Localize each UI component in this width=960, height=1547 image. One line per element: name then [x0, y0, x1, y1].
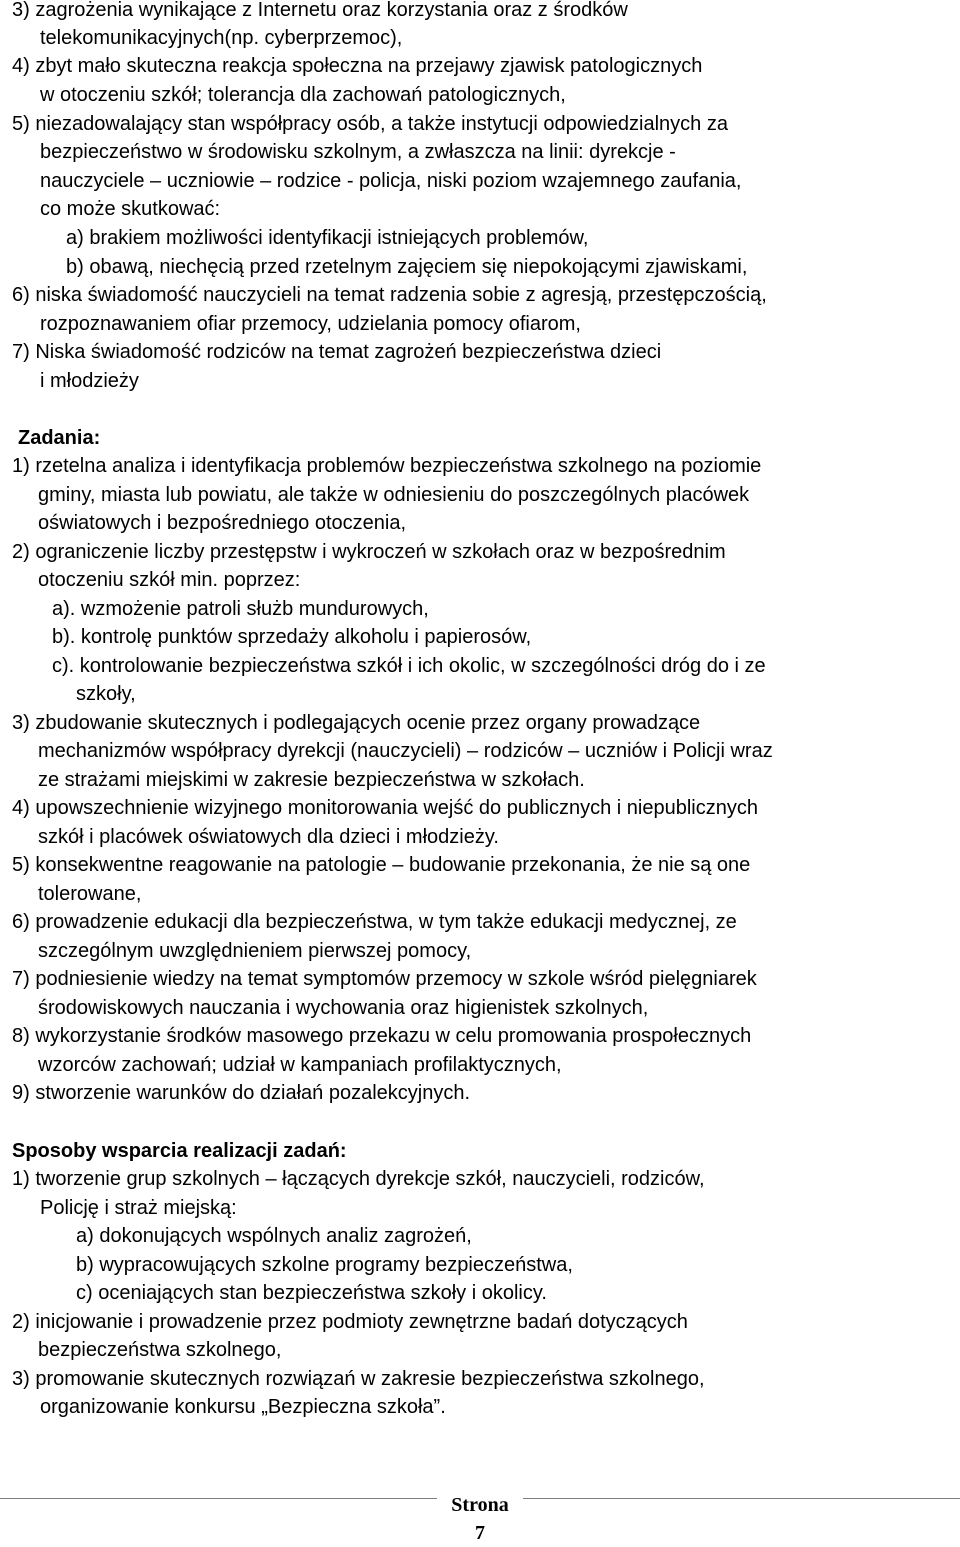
intro-item-3-line-1: 3) zagrożenia wynikające z Internetu oraz korzystania oraz z środków [12, 0, 628, 21]
intro-item-5-line-1: 5) niezadowalający stan współpracy osób, a także instytucji odpowiedzialnych za [12, 113, 728, 135]
zadania-item-7-line-2: środowiskowych nauczania i wychowania oraz higienistek szkolnych, [38, 997, 649, 1019]
sposoby-item-2-line-2: bezpieczeństwa szkolnego, [38, 1339, 282, 1361]
intro-item-4-line-1: 4) zbyt mało skuteczna reakcja społeczna na przejawy zjawisk patologicznych [12, 55, 703, 77]
intro-item-4-line-2: w otoczeniu szkół; tolerancja dla zachowań patologicznych, [40, 84, 566, 106]
footer-page-number: 7 [475, 1522, 485, 1544]
footer-label-text: Strona [437, 1494, 522, 1516]
sposoby-item-1-line-2: Policję i straż miejską: [40, 1197, 237, 1219]
zadania-item-5-line-1: 5) konsekwentne reagowanie na patologie – budowanie przekonania, że nie są one [12, 854, 751, 876]
zadania-item-4-line-1: 4) upowszechnienie wizyjnego monitorowania wejść do publicznych i niepublicznych [12, 797, 758, 819]
sposoby-item-3-line-1: 3) promowanie skutecznych rozwiązań w zakresie bezpieczeństwa szkolnego, [12, 1368, 705, 1390]
zadania-item-9: 9) stworzenie warunków do działań pozalekcyjnych. [12, 1082, 471, 1104]
zadania-item-6-line-1: 6) prowadzenie edukacji dla bezpieczeństwa, w tym także edukacji medycznej, ze [12, 911, 737, 933]
zadania-item-3-line-1: 3) zbudowanie skutecznych i podlegających ocenie przez organy prowadzące [12, 712, 701, 734]
zadania-item-5-line-2: tolerowane, [38, 883, 142, 905]
zadania-subitem-b: b). kontrolę punktów sprzedaży alkoholu i papierosów, [52, 626, 532, 648]
zadania-subitem-c-line-2: szkoły, [76, 683, 136, 705]
footer-page-label [0, 1491, 960, 1519]
intro-item-5-line-3: nauczyciele – uczniowie – rodzice - policja, niski poziom wzajemnego zaufania, [40, 170, 742, 192]
intro-item-6-line-2: rozpoznawaniem ofiar przemocy, udzielania pomocy ofiarom, [40, 313, 581, 335]
sposoby-item-2-line-1: 2) inicjowanie i prowadzenie przez podmioty zewnętrzne badań dotyczących [12, 1311, 688, 1333]
zadania-item-8-line-1: 8) wykorzystanie środków masowego przekazu w celu promowania prospołecznych [12, 1025, 752, 1047]
zadania-subitem-c-line-1: c). kontrolowanie bezpieczeństwa szkół i ich okolic, w szczególności dróg do i ze [52, 655, 766, 677]
intro-subitem-b: b) obawą, niechęcią przed rzetelnym zajęciem się niepokojącymi zjawiskami, [66, 256, 748, 278]
sposoby-subitem-b: b) wypracowujących szkolne programy bezpieczeństwa, [76, 1254, 573, 1276]
sposoby-item-1-line-1: 1) tworzenie grup szkolnych – łączących dyrekcje szkół, nauczycieli, rodziców, [12, 1168, 705, 1190]
sposoby-subitem-c: c) oceniających stan bezpieczeństwa szkoły i okolicy. [76, 1282, 547, 1304]
sposoby-item-3-line-2: organizowanie konkursu „Bezpieczna szkoła”. [40, 1396, 446, 1418]
intro-item-5-line-4: co może skutkować: [40, 198, 221, 220]
zadania-item-1-line-2: gminy, miasta lub powiatu, ale także w odniesieniu do poszczególnych placówek [38, 484, 750, 506]
intro-item-3-line-2: telekomunikacyjnych(np. cyberprzemoc), [40, 27, 403, 49]
intro-item-7-line-2: i młodzieży [40, 370, 139, 392]
zadania-item-3-line-2: mechanizmów współpracy dyrekcji (nauczycieli) – rodziców – uczniów i Policji wraz [38, 740, 773, 762]
sposoby-subitem-a: a) dokonujących wspólnych analiz zagrożeń, [76, 1225, 472, 1247]
zadania-item-4-line-2: szkół i placówek oświatowych dla dzieci i młodzieży. [38, 826, 499, 848]
zadania-subitem-a: a). wzmożenie patroli służb mundurowych, [52, 598, 429, 620]
zadania-item-2-line-1: 2) ograniczenie liczby przestępstw i wykroczeń w szkołach oraz w bezpośrednim [12, 541, 726, 563]
zadania-heading: Zadania: [18, 427, 101, 449]
zadania-item-6-line-2: szczególnym uwzględnieniem pierwszej pomocy, [38, 940, 472, 962]
intro-item-5-line-2: bezpieczeństwo w środowisku szkolnym, a zwłaszcza na linii: dyrekcje - [40, 141, 676, 163]
zadania-item-8-line-2: wzorców zachowań; udział w kampaniach profilaktycznych, [38, 1054, 562, 1076]
intro-item-7-line-1: 7) Niska świadomość rodziców na temat zagrożeń bezpieczeństwa dzieci [12, 341, 662, 363]
sposoby-heading: Sposoby wsparcia realizacji zadań: [12, 1140, 347, 1162]
zadania-item-2-line-2: otoczeniu szkół min. poprzez: [38, 569, 301, 591]
intro-subitem-a: a) brakiem możliwości identyfikacji istniejących problemów, [66, 227, 589, 249]
zadania-item-3-line-3: ze strażami miejskimi w zakresie bezpieczeństwa w szkołach. [38, 769, 585, 791]
zadania-item-1-line-3: oświatowych i bezpośredniego otoczenia, [38, 512, 406, 534]
zadania-item-7-line-1: 7) podniesienie wiedzy na temat symptomów przemocy w szkole wśród pielęgniarek [12, 968, 757, 990]
zadania-item-1-line-1: 1) rzetelna analiza i identyfikacja problemów bezpieczeństwa szkolnego na poziomie [12, 455, 762, 477]
intro-item-6-line-1: 6) niska świadomość nauczycieli na temat radzenia sobie z agresją, przestępczością, [12, 284, 767, 306]
